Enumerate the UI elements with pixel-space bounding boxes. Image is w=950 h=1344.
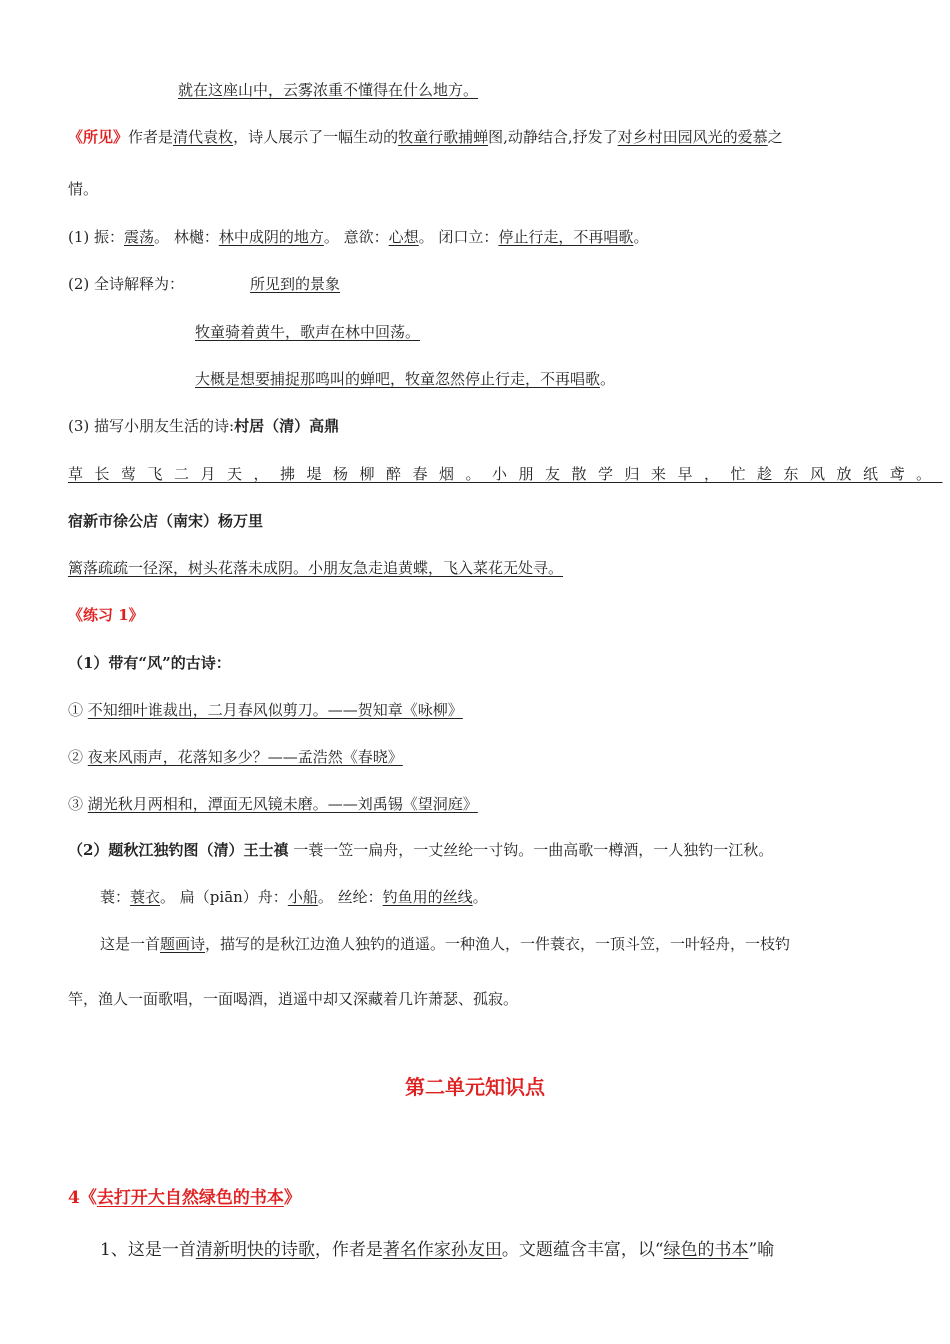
suojian-intro-end — [68, 179, 882, 199]
text: 4《 — [68, 1188, 97, 1208]
emotion: 对乡村田园风光的爱慕 — [617, 128, 768, 146]
definition: 蓑衣 — [130, 888, 161, 906]
suxinshi-poem — [68, 558, 882, 578]
lesson-4-title — [68, 1188, 882, 1208]
text: ，描写的是秋江边渔人独钓的逍遥。一种渔人，一件蓑衣，一顶斗笠，一叶轻舟，一枝钓 — [205, 935, 791, 953]
text: 。 扁（piān）舟： — [160, 888, 288, 906]
definition: 震荡 — [124, 228, 155, 246]
poem-text: 不知细叶谁裁出，二月春风似剪刀。——贺知章《咏柳》 — [87, 701, 463, 719]
suxinshi-title — [68, 511, 882, 531]
lesson-4-intro — [100, 1240, 882, 1260]
text: 。 林樾： — [154, 228, 219, 246]
text: ，诗人展示了一幅生动的 — [233, 128, 399, 146]
text: 图,动静结合,抒发了 — [488, 128, 618, 146]
text: 作者是 — [128, 128, 174, 146]
explanation: 大概是想要捕捉那鸣叫的蝉吧，牧童忽然停止行走，不再唱歌 — [195, 370, 601, 388]
explanation-line-1 — [195, 322, 882, 342]
text: 竿，渔人一面歌唱，一面喝酒，逍遥中却又深藏着几许萧瑟、孤寂。 — [68, 990, 519, 1008]
suojian-intro — [68, 127, 882, 147]
metaphor: 绿色的书本 — [663, 1240, 749, 1260]
explanation: 牧童骑着黄牛，歌声在林中回荡。 — [195, 323, 421, 341]
text: 。 丝纶： — [317, 888, 383, 906]
marker: ② — [68, 748, 88, 766]
text: 情。 — [68, 180, 99, 198]
poem-text: 湖光秋月两相和，潭面无风镜未磨。——刘禹锡《望洞庭》 — [87, 795, 478, 813]
text: 。文题蕴含丰富，以“ — [501, 1240, 664, 1260]
text: (1) 振： — [68, 228, 125, 246]
underlined-text: 就在这座山中，云雾浓重不懂得在什么地方。 — [178, 81, 479, 99]
exercise-1-title — [68, 605, 882, 625]
wind-poem-2 — [68, 747, 882, 767]
text: 》 — [283, 1188, 301, 1208]
text: ”喻 — [748, 1240, 775, 1260]
explanation: 所见到的景象 — [250, 275, 341, 293]
explanation-line-2 — [195, 369, 882, 389]
poem-title: 村居（清）高鼎 — [234, 417, 340, 435]
definition: 停止行走，不再唱歌 — [498, 228, 634, 246]
wind-poems-header — [68, 653, 882, 673]
marker: ① — [68, 701, 88, 719]
wind-poem-3 — [68, 794, 882, 814]
text: (3) 描写小朋友生活的诗: — [68, 417, 235, 435]
text: 。 — [472, 888, 488, 906]
text: 。 闭口立： — [418, 228, 499, 246]
definition: 钓鱼用的丝线 — [382, 888, 473, 906]
explanation-header — [68, 274, 882, 294]
vocab-line-2 — [100, 887, 882, 907]
poem-text: 篱落疏疏一径深，树头花落未成阴。小朋友急走追黄蝶，飞入菜花无处寻。 — [68, 559, 564, 577]
poem-title: 《所见》 — [68, 128, 129, 146]
definition: 林中成阴的地方 — [218, 228, 324, 246]
wind-poem-1 — [68, 700, 882, 720]
vocab-line-1 — [68, 227, 882, 247]
author: 著名作家孙友田 — [382, 1240, 502, 1260]
poem-title: （2）题秋江独钓图（清）王士禛 — [68, 841, 289, 859]
definition: 小船 — [287, 888, 318, 906]
text: 之 — [767, 128, 783, 146]
poem-text: 草长莺飞二月天，拂堤杨柳醉春烟。小朋友散学归来早，忙趁东风放纸鸢。 — [68, 465, 943, 483]
text: 。 — [633, 228, 649, 246]
cunju-poem — [68, 464, 943, 484]
child-poem-header — [68, 416, 882, 436]
definition: 心想 — [388, 228, 419, 246]
marker: ③ — [68, 795, 88, 813]
text: 这是一首 — [100, 935, 161, 953]
genre: 题画诗 — [160, 935, 206, 953]
unit-title — [0, 1071, 950, 1100]
poem-line-intro — [178, 80, 882, 100]
poem-analysis-1 — [100, 934, 882, 954]
description: 清新明快的诗歌 — [195, 1240, 315, 1260]
lesson-title: 去打开大自然绿色的书本 — [96, 1188, 284, 1208]
text: 蓑： — [100, 888, 131, 906]
author: 袁枚 — [203, 128, 234, 146]
scene: 牧童行歌捕蝉 — [398, 128, 489, 146]
autumn-river-poem — [68, 840, 882, 860]
text: （1）带有“风”的古诗： — [68, 654, 231, 672]
text: 。 意欲： — [323, 228, 389, 246]
text: 1、这是一首 — [100, 1240, 196, 1260]
poem-text: 一蓑一笠一扁舟，一丈丝纶一寸钩。一曲高歌一樽酒，一人独钓一江秋。 — [288, 841, 774, 859]
dynasty: 清代 — [173, 128, 204, 146]
text: 。 — [600, 370, 616, 388]
section-title: 《练习 1》 — [68, 606, 144, 624]
poem-text: 夜来风雨声，花落知多少？——孟浩然《春晓》 — [87, 748, 403, 766]
poem-analysis-2 — [68, 989, 882, 1009]
text: ，作者是 — [314, 1240, 383, 1260]
poem-title: 宿新市徐公店（南宋）杨万里 — [68, 512, 264, 530]
text: (2) 全诗解释为： — [68, 275, 185, 293]
heading: 第二单元知识点 — [405, 1075, 545, 1099]
